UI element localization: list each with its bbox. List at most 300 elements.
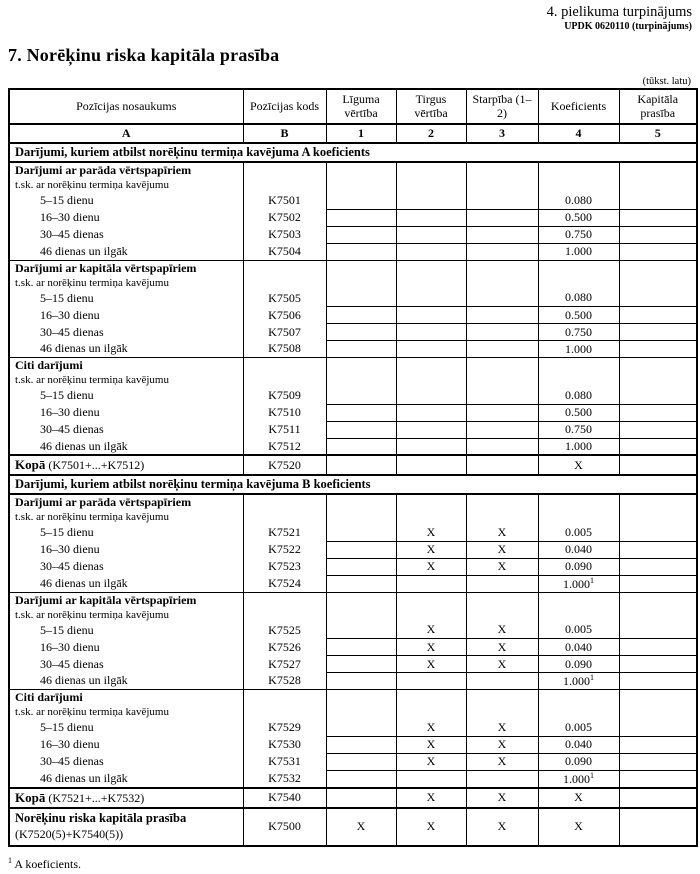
starpiba-cell: [466, 307, 538, 324]
subnote-row: [9, 705, 697, 719]
liguma-vertiba-cell: X: [326, 808, 396, 846]
liguma-vertiba-cell: [326, 788, 396, 808]
day-row: [9, 290, 697, 307]
tirgus-vertiba-cell: [396, 260, 466, 276]
table-body: [9, 143, 697, 846]
liguma-vertiba-cell: [326, 192, 396, 209]
tirgus-vertiba-cell: [396, 690, 466, 706]
koeficients-cell: [538, 690, 619, 706]
tirgus-vertiba-cell: [396, 178, 466, 192]
position-code-cell: K7507: [243, 324, 326, 341]
row-label-rest: (K7520(5)+K7540(5)): [15, 826, 124, 841]
coefficient-value: 0.750: [565, 324, 592, 339]
liguma-vertiba-cell: [326, 373, 396, 387]
col-header-tirgus-vertiba: Tirgus vērtība: [396, 89, 466, 124]
kapitala-prasiba-cell: [619, 290, 697, 307]
position-code-cell: [243, 705, 326, 719]
coefficient-value: 0.090: [565, 754, 592, 769]
koeficients-cell: [538, 608, 619, 622]
total-row: [9, 788, 697, 808]
tirgus-vertiba-cell: X: [396, 788, 466, 808]
liguma-vertiba-cell: [326, 178, 396, 192]
coefficient-value: 1.000: [563, 576, 590, 591]
row-label-bold: Kopā: [15, 457, 46, 473]
footnote-marker: 1: [8, 855, 12, 865]
liguma-vertiba-cell: [326, 673, 396, 690]
position-code-cell: K7502: [243, 209, 326, 226]
col-key-1: 1: [326, 124, 396, 143]
tirgus-vertiba-cell: X: [396, 736, 466, 753]
position-code-cell: K7526: [243, 639, 326, 656]
position-code-cell: K7501: [243, 192, 326, 209]
subtitle-row: [9, 358, 697, 374]
day-row: [9, 524, 697, 541]
koeficients-cell: [538, 260, 619, 276]
koeficients-cell: [538, 808, 619, 846]
coefficient-value: 0.005: [565, 719, 592, 734]
row-label-cell: t.sk. ar norēķinu termiņa kavējumu: [9, 276, 243, 290]
koeficients-cell: [538, 307, 619, 324]
row-label-rest: (K7521+...+K7532): [45, 790, 145, 805]
liguma-vertiba-cell: [326, 705, 396, 719]
koeficients-cell: [538, 788, 619, 808]
koeficients-cell: [538, 622, 619, 639]
row-label-cell: 16–30 dienu: [9, 404, 243, 421]
liguma-vertiba-cell: [326, 592, 396, 608]
liguma-vertiba-cell: [326, 455, 396, 475]
position-code-cell: K7524: [243, 575, 326, 592]
liguma-vertiba-cell: [326, 404, 396, 421]
starpiba-cell: X: [466, 656, 538, 673]
day-row: [9, 639, 697, 656]
coefficient-value: 0.090: [565, 559, 592, 574]
starpiba-cell: [466, 290, 538, 307]
kapitala-prasiba-cell: [619, 307, 697, 324]
section-row: [9, 143, 697, 162]
starpiba-cell: X: [466, 719, 538, 736]
liguma-vertiba-cell: [326, 276, 396, 290]
starpiba-cell: X: [466, 541, 538, 558]
koeficients-cell: [538, 373, 619, 387]
position-code-cell: K7512: [243, 438, 326, 455]
day-row: [9, 541, 697, 558]
kapitala-prasiba-cell: [619, 162, 697, 178]
day-row: [9, 719, 697, 736]
position-code-cell: [243, 162, 326, 178]
liguma-vertiba-cell: [326, 736, 396, 753]
position-code-cell: K7500: [243, 808, 326, 846]
starpiba-cell: X: [466, 524, 538, 541]
starpiba-cell: [466, 438, 538, 455]
starpiba-cell: [466, 192, 538, 209]
kapitala-prasiba-cell: [619, 541, 697, 558]
tirgus-vertiba-cell: [396, 404, 466, 421]
coefficient-value: 0.005: [565, 622, 592, 637]
col-key-2: 2: [396, 124, 466, 143]
position-code-cell: K7508: [243, 341, 326, 358]
day-row: [9, 575, 697, 592]
position-code-cell: [243, 608, 326, 622]
kapitala-prasiba-cell: [619, 438, 697, 455]
row-label-cell: t.sk. ar norēķinu termiņa kavējumu: [9, 608, 243, 622]
koeficients-cell: [538, 162, 619, 178]
row-label-cell: Citi darījumi: [9, 690, 243, 706]
kapitala-prasiba-cell: [619, 592, 697, 608]
position-code-cell: K7540: [243, 788, 326, 808]
koeficients-cell: [538, 438, 619, 455]
coefficient-value: 0.750: [565, 227, 592, 242]
position-code-cell: [243, 510, 326, 524]
koeficients-cell: [538, 192, 619, 209]
day-row: [9, 736, 697, 753]
row-label-cell: 46 dienas un ilgāk: [9, 341, 243, 358]
liguma-vertiba-cell: [326, 341, 396, 358]
position-code-cell: [243, 276, 326, 290]
row-label-cell: 30–45 dienas: [9, 753, 243, 770]
table-header-row: [9, 89, 697, 124]
subtitle-row: [9, 592, 697, 608]
liguma-vertiba-cell: [326, 438, 396, 455]
koeficients-cell: [538, 358, 619, 374]
position-code-cell: K7528: [243, 673, 326, 690]
row-label-cell: 30–45 dienas: [9, 226, 243, 243]
starpiba-cell: [466, 510, 538, 524]
starpiba-cell: X: [466, 558, 538, 575]
row-label-cell: Darījumi ar kapitāla vērtspapīriem: [9, 260, 243, 276]
koeficients-cell: [538, 387, 619, 404]
liguma-vertiba-cell: [326, 639, 396, 656]
liguma-vertiba-cell: [326, 558, 396, 575]
koeficients-cell: [538, 455, 619, 475]
day-row: [9, 387, 697, 404]
coefficient-value: 1.000: [565, 438, 592, 453]
coefficient-value: 0.080: [565, 290, 592, 305]
coefficient-value: 0.005: [565, 524, 592, 539]
liguma-vertiba-cell: [326, 690, 396, 706]
document-header: [0, 0, 700, 32]
starpiba-cell: [466, 673, 538, 690]
position-code-cell: K7525: [243, 622, 326, 639]
position-code-cell: [243, 592, 326, 608]
day-row: [9, 421, 697, 438]
starpiba-cell: [466, 404, 538, 421]
starpiba-cell: [466, 162, 538, 178]
koeficients-cell: [538, 290, 619, 307]
koeficients-cell: [538, 558, 619, 575]
starpiba-cell: [466, 387, 538, 404]
tirgus-vertiba-cell: [396, 192, 466, 209]
page-title: 7. Norēķinu riska kapitāla prasība: [8, 45, 280, 66]
liguma-vertiba-cell: [326, 209, 396, 226]
day-row: [9, 438, 697, 455]
day-row: [9, 341, 697, 358]
coefficient-value: 0.090: [565, 656, 592, 671]
row-label-cell: 5–15 dienu: [9, 192, 243, 209]
coefficient-value: 0.080: [565, 192, 592, 207]
tirgus-vertiba-cell: [396, 290, 466, 307]
tirgus-vertiba-cell: [396, 373, 466, 387]
tirgus-vertiba-cell: [396, 510, 466, 524]
kapitala-prasiba-cell: [619, 209, 697, 226]
section-header-cell: Darījumi, kuriem atbilst norēķinu termiņa kavējuma A koeficients: [9, 143, 697, 162]
tirgus-vertiba-cell: [396, 421, 466, 438]
row-label-cell: Citi darījumi: [9, 358, 243, 374]
koeficients-cell: [538, 494, 619, 510]
row-label-cell: Darījumi ar parāda vērtspapīriem: [9, 162, 243, 178]
liguma-vertiba-cell: [326, 656, 396, 673]
koeficients-cell: [538, 276, 619, 290]
starpiba-cell: [466, 341, 538, 358]
day-row: [9, 753, 697, 770]
final-row: [9, 808, 697, 846]
koeficients-cell: [538, 243, 619, 260]
liguma-vertiba-cell: [326, 243, 396, 260]
starpiba-cell: [466, 455, 538, 475]
liguma-vertiba-cell: [326, 608, 396, 622]
column-key-row: [9, 124, 697, 143]
starpiba-cell: [466, 178, 538, 192]
starpiba-cell: [466, 373, 538, 387]
table-head: [9, 89, 697, 143]
koeficients-cell: [538, 736, 619, 753]
row-label-cell: t.sk. ar norēķinu termiņa kavējumu: [9, 705, 243, 719]
row-label-cell: Darījumi ar kapitāla vērtspapīriem: [9, 592, 243, 608]
coefficient-footnote-ref: 1: [590, 575, 594, 585]
koeficients-cell: [538, 639, 619, 656]
starpiba-cell: [466, 575, 538, 592]
row-label-cell: 46 dienas un ilgāk: [9, 438, 243, 455]
koeficients-cell: [538, 209, 619, 226]
position-code-cell: [243, 178, 326, 192]
row-label-cell: 30–45 dienas: [9, 558, 243, 575]
koeficients-cell: [538, 753, 619, 770]
kapitala-prasiba-cell: [619, 608, 697, 622]
row-label-cell: 5–15 dienu: [9, 524, 243, 541]
kapitala-prasiba-cell: [619, 524, 697, 541]
position-code-cell: K7503: [243, 226, 326, 243]
tirgus-vertiba-cell: [396, 209, 466, 226]
row-label-cell: [9, 788, 243, 808]
koeficients-cell: [538, 575, 619, 592]
kapitala-prasiba-cell: [619, 276, 697, 290]
kapitala-prasiba-cell: [619, 260, 697, 276]
row-label-bold: Norēķinu riska kapitāla prasība: [15, 811, 187, 826]
col-key-B: B: [243, 124, 326, 143]
starpiba-cell: [466, 358, 538, 374]
liguma-vertiba-cell: [326, 510, 396, 524]
row-label-cell: 30–45 dienas: [9, 324, 243, 341]
coefficient-value: 0.750: [565, 422, 592, 437]
position-code-cell: [243, 260, 326, 276]
row-label-cell: t.sk. ar norēķinu termiņa kavējumu: [9, 178, 243, 192]
position-code-cell: K7529: [243, 719, 326, 736]
starpiba-cell: [466, 705, 538, 719]
position-code-cell: K7523: [243, 558, 326, 575]
starpiba-cell: [466, 324, 538, 341]
liguma-vertiba-cell: [326, 753, 396, 770]
tirgus-vertiba-cell: X: [396, 524, 466, 541]
starpiba-cell: [466, 690, 538, 706]
row-label-cell: Darījumi ar parāda vērtspapīriem: [9, 494, 243, 510]
starpiba-cell: X: [466, 808, 538, 846]
tirgus-vertiba-cell: X: [396, 656, 466, 673]
coefficient-value: 1.000: [565, 244, 592, 259]
tirgus-vertiba-cell: [396, 307, 466, 324]
kapitala-prasiba-cell: [619, 690, 697, 706]
koeficients-cell: [538, 404, 619, 421]
footnote-text: A koeficients.: [14, 856, 81, 871]
row-label-cell: t.sk. ar norēķinu termiņa kavējumu: [9, 373, 243, 387]
kapitala-prasiba-cell: [619, 558, 697, 575]
position-code-cell: K7527: [243, 656, 326, 673]
position-code-cell: K7530: [243, 736, 326, 753]
position-code-cell: [243, 494, 326, 510]
col-header-pozicijas-kods: Pozīcijas kods: [243, 89, 326, 124]
koeficients-cell: [538, 324, 619, 341]
coefficient-value: 1.000: [565, 341, 592, 356]
col-key-4: 4: [538, 124, 619, 143]
position-code-cell: K7532: [243, 770, 326, 788]
kapitala-prasiba-cell: [619, 341, 697, 358]
koeficients-cell: [538, 524, 619, 541]
row-label-cell: 5–15 dienu: [9, 719, 243, 736]
row-label-cell: 46 dienas un ilgāk: [9, 243, 243, 260]
coefficient-value: 0.500: [565, 307, 592, 322]
tirgus-vertiba-cell: [396, 438, 466, 455]
kapitala-prasiba-cell: [619, 243, 697, 260]
kapitala-prasiba-cell: [619, 719, 697, 736]
kapitala-prasiba-cell: [619, 510, 697, 524]
tirgus-vertiba-cell: [396, 455, 466, 475]
liguma-vertiba-cell: [326, 524, 396, 541]
tirgus-vertiba-cell: [396, 705, 466, 719]
updk-form-code: UPDK 0620110 (turpinājums): [564, 20, 692, 32]
koeficients-cell: [538, 656, 619, 673]
coefficient-value: 0.040: [565, 542, 592, 557]
total-row: [9, 455, 697, 475]
tirgus-vertiba-cell: [396, 494, 466, 510]
row-label-cell: 5–15 dienu: [9, 622, 243, 639]
day-row: [9, 673, 697, 690]
position-code-cell: K7511: [243, 421, 326, 438]
kapitala-prasiba-cell: [619, 373, 697, 387]
subtitle-row: [9, 162, 697, 178]
starpiba-cell: [466, 608, 538, 622]
kapitala-prasiba-cell: [619, 178, 697, 192]
coefficient-value: 0.040: [565, 737, 592, 752]
position-code-cell: K7520: [243, 455, 326, 475]
day-row: [9, 656, 697, 673]
subnote-row: [9, 373, 697, 387]
kapitala-prasiba-cell: [619, 192, 697, 209]
kapitala-prasiba-cell: [619, 358, 697, 374]
kapitala-prasiba-cell: [619, 673, 697, 690]
kapitala-prasiba-cell: [619, 639, 697, 656]
row-label-cell: 30–45 dienas: [9, 656, 243, 673]
day-row: [9, 243, 697, 260]
subnote-row: [9, 178, 697, 192]
col-header-kapitala-prasiba: Kapitāla prasība: [619, 89, 697, 124]
coefficient-value: 0.500: [565, 210, 592, 225]
liguma-vertiba-cell: [326, 719, 396, 736]
position-code-cell: [243, 358, 326, 374]
settlement-risk-table: [8, 88, 698, 847]
units-note: (tūkst. latu): [642, 76, 691, 88]
tirgus-vertiba-cell: [396, 324, 466, 341]
kapitala-prasiba-cell: [619, 404, 697, 421]
kapitala-prasiba-cell: [619, 705, 697, 719]
subtitle-row: [9, 690, 697, 706]
row-label-cell: 46 dienas un ilgāk: [9, 673, 243, 690]
row-label-cell: 16–30 dienu: [9, 209, 243, 226]
tirgus-vertiba-cell: [396, 226, 466, 243]
day-row: [9, 307, 697, 324]
starpiba-cell: X: [466, 639, 538, 656]
tirgus-vertiba-cell: X: [396, 808, 466, 846]
coefficient-value: 0.080: [565, 387, 592, 402]
koeficients-cell: [538, 770, 619, 788]
row-label-cell: t.sk. ar norēķinu termiņa kavējumu: [9, 510, 243, 524]
tirgus-vertiba-cell: X: [396, 639, 466, 656]
position-code-cell: K7504: [243, 243, 326, 260]
starpiba-cell: X: [466, 753, 538, 770]
kapitala-prasiba-cell: [619, 575, 697, 592]
col-header-liguma-vertiba: Līguma vērtība: [326, 89, 396, 124]
subtitle-row: [9, 494, 697, 510]
tirgus-vertiba-cell: [396, 387, 466, 404]
kapitala-prasiba-cell: [619, 736, 697, 753]
coefficient-value: X: [574, 457, 583, 472]
tirgus-vertiba-cell: [396, 162, 466, 178]
row-label-cell: 5–15 dienu: [9, 387, 243, 404]
starpiba-cell: [466, 421, 538, 438]
kapitala-prasiba-cell: [619, 788, 697, 808]
starpiba-cell: [466, 494, 538, 510]
starpiba-cell: [466, 592, 538, 608]
col-key-A: A: [9, 124, 243, 143]
liguma-vertiba-cell: [326, 358, 396, 374]
col-key-5: 5: [619, 124, 697, 143]
position-code-cell: K7510: [243, 404, 326, 421]
liguma-vertiba-cell: [326, 162, 396, 178]
tirgus-vertiba-cell: [396, 608, 466, 622]
position-code-cell: [243, 373, 326, 387]
row-label-cell: 5–15 dienu: [9, 290, 243, 307]
tirgus-vertiba-cell: X: [396, 541, 466, 558]
kapitala-prasiba-cell: [619, 421, 697, 438]
col-header-pozicijas-nosaukums: Pozīcijas nosaukums: [9, 89, 243, 124]
row-label-cell: [9, 455, 243, 475]
starpiba-cell: [466, 243, 538, 260]
koeficients-cell: [538, 705, 619, 719]
liguma-vertiba-cell: [326, 290, 396, 307]
koeficients-cell: [538, 421, 619, 438]
kapitala-prasiba-cell: [619, 808, 697, 846]
row-label-cell: 16–30 dienu: [9, 736, 243, 753]
starpiba-cell: [466, 276, 538, 290]
section-header-cell: Darījumi, kuriem atbilst norēķinu termiņa kavējuma B koeficients: [9, 475, 697, 494]
tirgus-vertiba-cell: X: [396, 558, 466, 575]
kapitala-prasiba-cell: [619, 656, 697, 673]
position-code-cell: K7509: [243, 387, 326, 404]
row-label-cell: 16–30 dienu: [9, 307, 243, 324]
coefficient-value: 0.500: [565, 405, 592, 420]
row-label-rest: (K7501+...+K7512): [45, 458, 145, 473]
day-row: [9, 404, 697, 421]
row-label-cell: 16–30 dienu: [9, 541, 243, 558]
kapitala-prasiba-cell: [619, 753, 697, 770]
coefficient-value: X: [574, 819, 583, 834]
